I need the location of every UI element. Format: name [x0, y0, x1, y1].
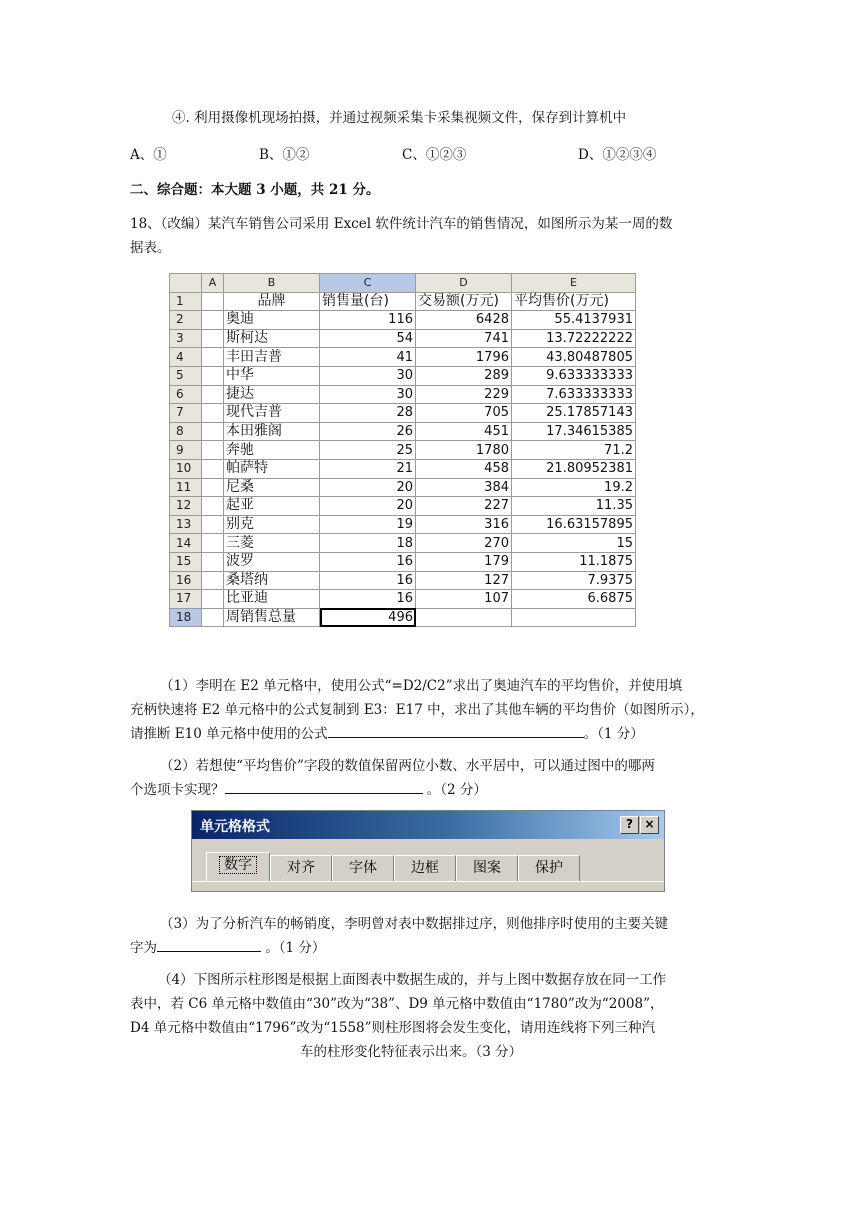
- row-header[interactable]: 9: [170, 441, 202, 460]
- tab-font[interactable]: 字体: [332, 855, 394, 881]
- quantity-cell[interactable]: 28: [320, 404, 416, 423]
- row-header[interactable]: 13: [170, 515, 202, 534]
- avg-price-cell[interactable]: 11.1875: [512, 552, 636, 571]
- cell-a[interactable]: [202, 404, 224, 423]
- amount-cell[interactable]: 458: [416, 459, 512, 478]
- column-header-e[interactable]: E: [512, 274, 636, 293]
- table-row: [170, 497, 636, 516]
- column-header-c[interactable]: C: [320, 274, 416, 293]
- quantity-cell[interactable]: 19: [320, 515, 416, 534]
- row-header[interactable]: 10: [170, 459, 202, 478]
- amount-cell[interactable]: 270: [416, 534, 512, 553]
- table-row: [170, 459, 636, 478]
- quantity-cell[interactable]: 18: [320, 534, 416, 553]
- sales-spreadsheet: [169, 273, 636, 627]
- format-cells-dialog: [191, 810, 665, 892]
- section-title: 二、综合题：本大题 3 小题，共 21 分。: [130, 182, 380, 198]
- avg-price-cell[interactable]: 13.72222222: [512, 329, 636, 348]
- row-header[interactable]: 8: [170, 422, 202, 441]
- brand-cell[interactable]: 捷达: [224, 385, 320, 404]
- header-avg-price[interactable]: 平均售价(万元): [512, 292, 636, 311]
- q2-line-2-text: 个选项卡实现？: [130, 782, 225, 798]
- row-header[interactable]: 15: [170, 552, 202, 571]
- q3-line-2-text: 字为: [130, 940, 157, 956]
- brand-cell[interactable]: 起亚: [224, 497, 320, 516]
- brand-cell[interactable]: 丰田吉普: [224, 348, 320, 367]
- amount-cell[interactable]: 741: [416, 329, 512, 348]
- avg-price-cell[interactable]: 7.633333333: [512, 385, 636, 404]
- amount-cell[interactable]: 179: [416, 552, 512, 571]
- cell-a[interactable]: [202, 571, 224, 590]
- amount-cell[interactable]: 107: [416, 590, 512, 609]
- column-header-a[interactable]: A: [202, 274, 224, 293]
- q2-score: 。（2 分）: [422, 782, 487, 798]
- q2-line-2: [130, 778, 487, 798]
- tab-border[interactable]: 边框: [394, 855, 456, 881]
- q3-score: 。（1 分）: [261, 940, 326, 956]
- amount-cell[interactable]: 1796: [416, 348, 512, 367]
- quantity-cell[interactable]: 25: [320, 441, 416, 460]
- row-header[interactable]: 16: [170, 571, 202, 590]
- cell-a[interactable]: [202, 422, 224, 441]
- amount-cell[interactable]: 127: [416, 571, 512, 590]
- close-button[interactable]: ×: [640, 816, 659, 834]
- quantity-cell[interactable]: 41: [320, 348, 416, 367]
- row-header[interactable]: 4: [170, 348, 202, 367]
- row-header[interactable]: 11: [170, 478, 202, 497]
- tab-number[interactable]: [206, 852, 270, 881]
- brand-cell[interactable]: 桑塔纳: [224, 571, 320, 590]
- brand-cell[interactable]: 现代吉普: [224, 404, 320, 423]
- header-row: [170, 292, 636, 311]
- avg-price-cell[interactable]: 15: [512, 534, 636, 553]
- avg-price-cell[interactable]: 9.633333333: [512, 366, 636, 385]
- avg-price-cell[interactable]: 7.9375: [512, 571, 636, 590]
- cell-a[interactable]: [202, 385, 224, 404]
- q1-answer-blank[interactable]: [328, 724, 584, 738]
- row-header[interactable]: 12: [170, 497, 202, 516]
- table-row: [170, 515, 636, 534]
- row-header[interactable]: 6: [170, 385, 202, 404]
- q4-line-1: （4）下图所示柱形图是根据上面图表中数据生成的，并与上图中数据存放在同一工作: [158, 972, 667, 988]
- quantity-cell[interactable]: 30: [320, 385, 416, 404]
- table-row: [170, 571, 636, 590]
- q4-line-3: D4 单元格中数值由“1796”改为“1558”则柱形图将会发生变化，请用连线将下列三种汽: [130, 1020, 656, 1036]
- table-row: [170, 590, 636, 609]
- total-quantity-cell[interactable]: 496: [320, 608, 416, 627]
- amount-cell[interactable]: 227: [416, 497, 512, 516]
- row-header[interactable]: 17: [170, 590, 202, 609]
- amount-cell[interactable]: 451: [416, 422, 512, 441]
- cell-a[interactable]: [202, 534, 224, 553]
- avg-price-cell[interactable]: 55.4137931: [512, 311, 636, 330]
- q1-line-2: 充柄快速将 E2 单元格中的公式复制到 E3：E17 中，求出了其他车辆的平均售价（如图所示），: [130, 702, 704, 718]
- quantity-cell[interactable]: 20: [320, 497, 416, 516]
- quantity-cell[interactable]: 54: [320, 329, 416, 348]
- cell-a[interactable]: [202, 515, 224, 534]
- option-c: C、①②③: [402, 147, 467, 163]
- tab-baseline: [192, 881, 664, 882]
- q18-line-1: 18、（改编）某汽车销售公司采用 Excel 软件统计汽车的销售情况，如图所示为某一周的数: [130, 216, 673, 232]
- brand-cell[interactable]: 奥迪: [224, 311, 320, 330]
- tab-alignment[interactable]: 对齐: [270, 855, 332, 881]
- cell-a[interactable]: [202, 552, 224, 571]
- option-b: B、①②: [259, 147, 310, 163]
- q1-score: 。（1 分）: [583, 726, 644, 742]
- cell-a[interactable]: [202, 366, 224, 385]
- column-header-b[interactable]: B: [224, 274, 320, 293]
- avg-price-cell[interactable]: 25.17857143: [512, 404, 636, 423]
- q2-line-1: （2）若想使“平均售价”字段的数值保留两位小数、水平居中，可以通过图中的哪两: [160, 758, 655, 774]
- brand-cell[interactable]: 三菱: [224, 534, 320, 553]
- quantity-cell[interactable]: 21: [320, 459, 416, 478]
- q4-line-2: 表中，若 C6 单元格中数值由“30”改为“38”、D9 单元格中数值由“1780”改为“2008”，: [130, 996, 664, 1012]
- amount-cell[interactable]: 1780: [416, 441, 512, 460]
- tab-protection[interactable]: 保护: [518, 855, 580, 881]
- item-4-text: ④. 利用摄像机现场拍摄，并通过视频采集卡采集视频文件，保存到计算机中: [172, 110, 627, 126]
- avg-price-cell[interactable]: 21.80952381: [512, 459, 636, 478]
- cell-a[interactable]: [202, 608, 224, 627]
- cell-a[interactable]: [202, 497, 224, 516]
- amount-cell[interactable]: 6428: [416, 311, 512, 330]
- cell-d[interactable]: [416, 608, 512, 627]
- cell-a[interactable]: [202, 329, 224, 348]
- avg-price-cell[interactable]: 17.34615385: [512, 422, 636, 441]
- brand-cell[interactable]: 斯柯达: [224, 329, 320, 348]
- avg-price-cell[interactable]: 43.80487805: [512, 348, 636, 367]
- row-header[interactable]: 1: [170, 292, 202, 311]
- amount-cell[interactable]: 289: [416, 366, 512, 385]
- table-row: [170, 422, 636, 441]
- column-header-d[interactable]: D: [416, 274, 512, 293]
- q18-line-2: 据表。: [130, 240, 171, 256]
- cell-e[interactable]: [512, 608, 636, 627]
- row-header[interactable]: 5: [170, 366, 202, 385]
- option-a: A、①: [130, 147, 167, 163]
- cell-a[interactable]: [202, 311, 224, 330]
- quantity-cell[interactable]: 16: [320, 590, 416, 609]
- table-row: [170, 329, 636, 348]
- column-header-row: [170, 274, 636, 293]
- table-row: [170, 552, 636, 571]
- brand-cell[interactable]: 中华: [224, 366, 320, 385]
- quantity-cell[interactable]: 16: [320, 552, 416, 571]
- quantity-cell[interactable]: 20: [320, 478, 416, 497]
- avg-price-cell[interactable]: 71.2: [512, 441, 636, 460]
- cell-a[interactable]: [202, 590, 224, 609]
- table-row: [170, 385, 636, 404]
- brand-cell[interactable]: 比亚迪: [224, 590, 320, 609]
- table-row: [170, 348, 636, 367]
- total-row: [170, 608, 636, 627]
- amount-cell[interactable]: 229: [416, 385, 512, 404]
- option-d: D、①②③④: [578, 147, 657, 163]
- table-row: [170, 311, 636, 330]
- avg-price-cell[interactable]: 6.6875: [512, 590, 636, 609]
- q1-line-3: [130, 722, 644, 742]
- quantity-cell[interactable]: 30: [320, 366, 416, 385]
- q3-answer-blank[interactable]: [157, 938, 261, 952]
- cell-a[interactable]: [202, 459, 224, 478]
- dialog-title-bar[interactable]: [192, 811, 664, 839]
- quantity-cell[interactable]: 16: [320, 571, 416, 590]
- quantity-cell[interactable]: 116: [320, 311, 416, 330]
- amount-cell[interactable]: 705: [416, 404, 512, 423]
- brand-cell[interactable]: 波罗: [224, 552, 320, 571]
- q1-line-3-text: 请推断 E10 单元格中使用的公式: [130, 726, 328, 742]
- table-row: [170, 534, 636, 553]
- table-row: [170, 478, 636, 497]
- cell-a[interactable]: [202, 441, 224, 460]
- header-amount[interactable]: 交易额(万元): [416, 292, 512, 311]
- quantity-cell[interactable]: 26: [320, 422, 416, 441]
- avg-price-cell[interactable]: 11.35: [512, 497, 636, 516]
- brand-cell[interactable]: 帕萨特: [224, 459, 320, 478]
- tab-number-label: 数字: [219, 856, 257, 874]
- row-header[interactable]: 7: [170, 404, 202, 423]
- q1-line-1: （1）李明在 E2 单元格中，使用公式“=D2/C2”求出了奥迪汽车的平均售价，并使用填: [160, 678, 683, 694]
- brand-cell[interactable]: 奔驰: [224, 441, 320, 460]
- header-quantity[interactable]: 销售量(台): [320, 292, 416, 311]
- row-header[interactable]: 18: [170, 608, 202, 627]
- table-row: [170, 366, 636, 385]
- cell-a[interactable]: [202, 292, 224, 311]
- corner-cell[interactable]: [170, 274, 202, 293]
- table-row: [170, 404, 636, 423]
- avg-price-cell[interactable]: 19.2: [512, 478, 636, 497]
- cell-a[interactable]: [202, 348, 224, 367]
- header-brand[interactable]: 品牌: [224, 292, 320, 311]
- table-row: [170, 441, 636, 460]
- amount-cell[interactable]: 384: [416, 478, 512, 497]
- brand-cell[interactable]: 本田雅阁: [224, 422, 320, 441]
- q4-line-4: 车的柱形变化特征表示出来。（3 分）: [300, 1044, 523, 1060]
- tab-pattern[interactable]: 图案: [456, 855, 518, 881]
- q3-line-1: （3）为了分析汽车的畅销度，李明曾对表中数据排过序，则他排序时使用的主要关键: [160, 916, 669, 932]
- amount-cell[interactable]: 316: [416, 515, 512, 534]
- row-header[interactable]: 2: [170, 311, 202, 330]
- cell-a[interactable]: [202, 478, 224, 497]
- avg-price-cell[interactable]: 16.63157895: [512, 515, 636, 534]
- help-button[interactable]: ?: [620, 816, 639, 834]
- dialog-title: 单元格格式: [200, 819, 270, 835]
- row-header[interactable]: 3: [170, 329, 202, 348]
- brand-cell[interactable]: 尼桑: [224, 478, 320, 497]
- brand-cell[interactable]: 别克: [224, 515, 320, 534]
- row-header[interactable]: 14: [170, 534, 202, 553]
- q3-line-2: [130, 936, 325, 956]
- total-label[interactable]: 周销售总量: [224, 608, 320, 627]
- q2-answer-blank[interactable]: [225, 780, 423, 794]
